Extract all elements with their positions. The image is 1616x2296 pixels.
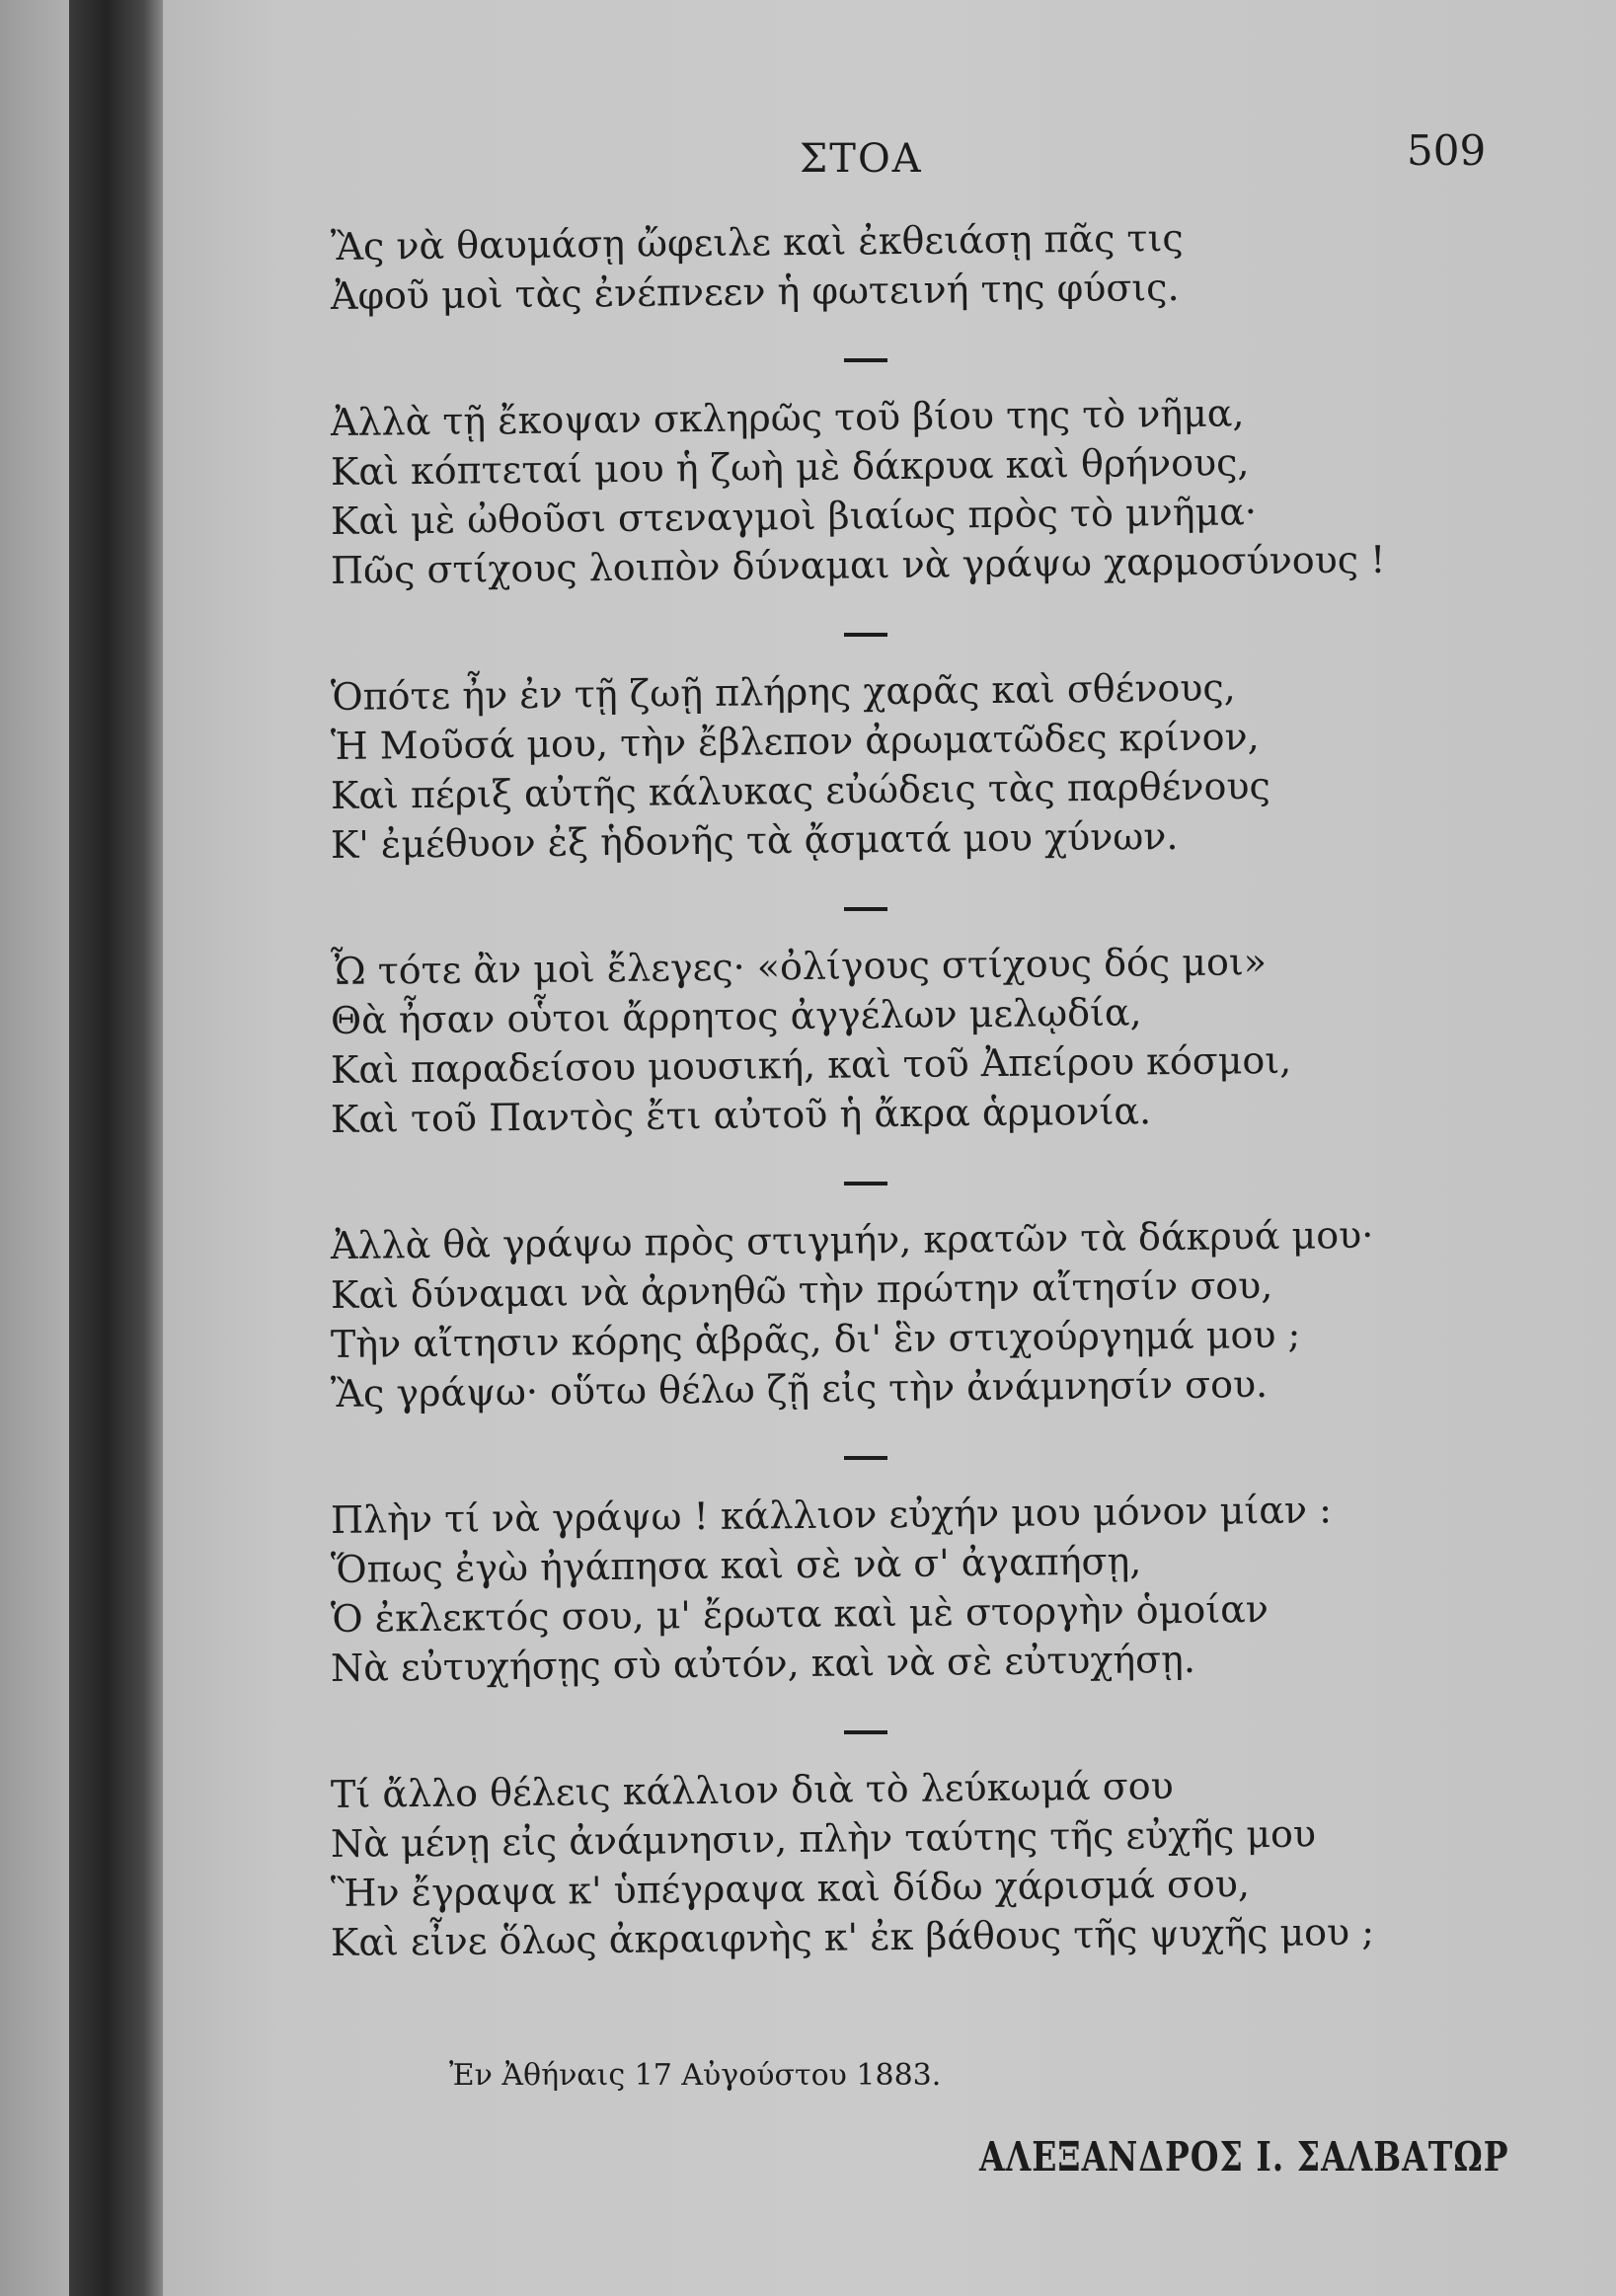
running-head: ΣΤΟΑ xyxy=(800,136,923,182)
poem-line: Ἣν ἔγραψα κ' ὑπέγραψα καὶ δίδω χάρισμά σου, xyxy=(330,1862,1251,1915)
stanza-separator xyxy=(844,358,887,362)
poem-line: Καὶ κόπτεταί μου ἡ ζωὴ μὲ δάκρυα καὶ θρήνους, xyxy=(330,440,1250,494)
poem-line: Ἀλλὰ θὰ γράψω πρὸς στιγμήν, κρατῶν τὰ δάκρυά μου· xyxy=(330,1212,1374,1267)
stanza-4 xyxy=(330,940,1466,1144)
poem-line: Τί ἄλλο θέλεις κάλλιον διὰ τὸ λεύκωμά σου xyxy=(330,1764,1174,1816)
poem-line: Ἂς νὰ θαυμάσῃ ὤφειλε καὶ ἐκθειάσῃ πᾶς τις xyxy=(330,215,1184,268)
poem-line: Θὰ ἦσαν οὗτοι ἄρρητος ἀγγέλων μελῳδία, xyxy=(330,990,1142,1042)
stanza-separator xyxy=(844,1182,887,1186)
poem-line: Κ' ἐμέθυον ἐξ ἡδονῆς τὰ ᾄσματά μου χύνων. xyxy=(330,814,1179,867)
stanza-2 xyxy=(330,391,1466,595)
poem-line: Νὰ εὐτυχήσῃς σὺ αὐτόν, καὶ νὰ σὲ εὐτυχήσῃ. xyxy=(330,1637,1196,1690)
poem-line: Ἀφοῦ μοὶ τὰς ἐνέπνεεν ἡ φωτεινή της φύσις. xyxy=(330,265,1180,318)
poem-line: Καὶ πέριξ αὐτῆς κάλυκας εὐώδεις τὰς παρθένους xyxy=(330,764,1270,817)
poem-line: Ἀλλὰ τῇ ἔκοψαν σκληρῶς τοῦ βίου της τὸ νῆμα, xyxy=(330,391,1245,444)
poem-line: Πῶς στίχους λοιπὸν δύναμαι νὰ γράψω χαρμοσύνους ! xyxy=(330,537,1386,592)
poem-line: Πλὴν τί νὰ γράψω ! κάλλιον εὐχήν μου μόνον μίαν : xyxy=(330,1488,1333,1542)
poem-line: Καὶ τοῦ Παντὸς ἔτι αὐτοῦ ἡ ἄκρα ἁρμονία. xyxy=(330,1089,1152,1141)
stanza-1 xyxy=(330,215,1466,321)
poem-line: Καὶ δύναμαι νὰ ἀρνηθῶ τὴν πρώτην αἴτησίν σου, xyxy=(330,1263,1273,1317)
poem-line: Καὶ μὲ ὠθοῦσι στεναγμοὶ βιαίως πρὸς τὸ μνῆμα· xyxy=(330,490,1258,543)
poem-line: Ἡ Μοῦσά μου, τὴν ἔβλεπον ἀρωματῶδες κρίνον, xyxy=(330,715,1260,768)
poem-line: Ὁπότε ἦν ἐν τῇ ζωῇ πλήρης χαρᾶς καὶ σθένους, xyxy=(330,665,1236,719)
page-margin-left xyxy=(0,0,69,2296)
poem-body xyxy=(330,215,1466,1967)
stanza-separator xyxy=(844,1730,887,1734)
poem-line: Ὁ ἐκλεκτός σου, μ' ἔρωτα καὶ μὲ στοργὴν ὁμοίαν xyxy=(330,1587,1270,1641)
stanza-separator xyxy=(844,633,887,637)
stanza-6 xyxy=(330,1488,1466,1693)
poem-line: Ὅπως ἐγὼ ἠγάπησα καὶ σὲ νὰ σ' ἀγαπήσῃ, xyxy=(330,1539,1142,1591)
stanza-5 xyxy=(330,1212,1466,1418)
poem-line: Καὶ εἶνε ὅλως ἀκραιφνὴς κ' ἐκ βάθους τῆς ψυχῆς μου ; xyxy=(330,1909,1375,1964)
stanza-7 xyxy=(330,1764,1466,1967)
author-signature: ΑΛΕΞΑΝΔΡΟΣ Ι. ΣΑΛΒΑΤΩΡ xyxy=(979,2132,1509,2181)
stanza-separator xyxy=(844,1456,887,1460)
poem-line: Καὶ παραδείσου μουσική, καὶ τοῦ Ἀπείρου κόσμοι, xyxy=(330,1037,1292,1092)
book-gutter-shadow xyxy=(69,0,163,2296)
page-number: 509 xyxy=(1407,126,1487,175)
poem-line: Ἂς γράψω· οὕτω θέλω ζῇ εἰς τὴν ἀνάμνησίν σου. xyxy=(330,1362,1269,1416)
dateline: Ἐν Ἀθήναις 17 Αὐγούστου 1883. xyxy=(449,2058,942,2093)
stanza-separator xyxy=(844,907,887,911)
poem-line: Τὴν αἴτησιν κόρης ἁβρᾶς, δι' ἓν στιχούργημά μου ; xyxy=(330,1312,1301,1366)
poem-line: Ὦ τότε ἂν μοὶ ἔλεγες· «ὀλίγους στίχους δός μοι» xyxy=(330,940,1268,993)
poem-line: Νὰ μένῃ εἰς ἀνάμνησιν, πλὴν ταύτης τῆς εὐχῆς μου xyxy=(330,1811,1317,1866)
stanza-3 xyxy=(330,665,1466,870)
